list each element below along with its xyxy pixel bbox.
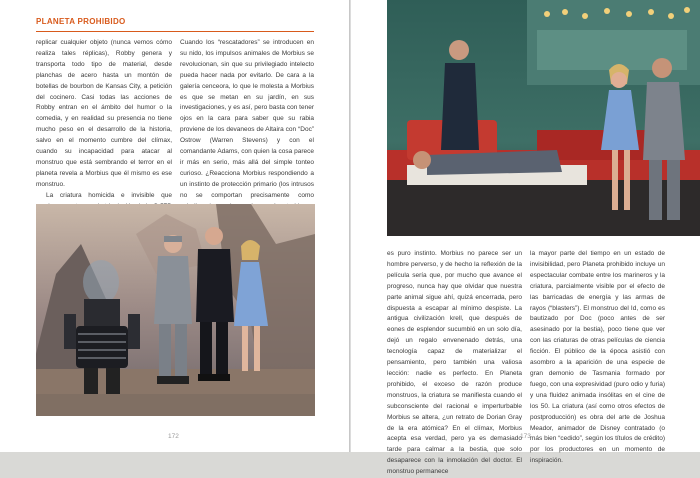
- right-page: [351, 0, 700, 476]
- left-page: [0, 0, 349, 452]
- running-header: [36, 11, 314, 32]
- right-page-column-2: [530, 249, 665, 467]
- paragraph: es puro instinto. Morbius no parece ser un hombre perverso, y de hecho la reflexión de la película sería que, por mucho que avance el progreso, nunca hay que olvidar que nuestra parte animal sigue ahí, quizá encerrada, pero dispuesta a escapar al mínimo despiste. La antigua civilización krell, que después de eones de esplendor sucumbió en un solo día, dejó un regalo envenenado detrás, una tecnología capaz de materializar el pensamiento, pero también una valiosa lección: nadie es perfecto. En Planeta prohibido, el exceso de razón produce monstruos, la criatura se manifiesta cuando el subconsciente del racional e imperturbable Morbius se altera, ¿un retrato de Dorian Gray de la era atómica? En el clímax, Morbius acepta esa verdad, pero ya es demasiado tarde para calmar a la bestia, que solo desaparece con la inmolación del doctor. El monstruo permanece: [387, 250, 522, 476]
- film-still-robby-crew: [36, 204, 315, 416]
- right-page-column-1: [387, 249, 522, 478]
- page-number: 173: [520, 433, 531, 440]
- running-header-title: PLANETA PROHIBIDO: [36, 17, 126, 26]
- paragraph: La criatura homicida e invisible que: [46, 191, 172, 199]
- paragraph: replicar cualquier objeto (nunca vemos cómo realiza tales réplicas), Robby genera y transporta todo tipo de material, desde planchas de acero hasta un montón de botellas de bourbon de Kansas City, a petición del cocinero. Casi todas las acciones de Robby entran en el ámbito del humor o la comedia, y en realidad su presencia no tiene mucho peso en el desarrollo de la historia, salvo en el momento cumbre del clímax, cuando su incapacidad para atacar al monstruo que está sembrando el terror en el planeta revela a Morbius que él mismo es ese monstruo.: [36, 39, 172, 188]
- paragraph: Cuando los “rescatadores” se introducen en su nido, los impulsos animales de Morbius se revolucionan, sin que su privilegiado intelecto pueda hacer nada por evitarlo. De cara a la galería cenceora, lo que le molesta a Morbius es que se metan en su jardín, en sus investigaciones, y es así, pero basta con tener ojos en la cara para saber que su rabia proviene de los devaneos de Altaira con “Doc” Ostrow (Warren Stevens) y con el comandante Adams, con quien la cosa parece ir más en serio, más allá del simple tonteo curioso. ¿Reacciona Morbius respondiendo a un instinto de protección primario (los intrusos no se comportan precisamente como: [180, 39, 314, 199]
- paragraph: la mayor parte del tiempo en un estado de invisibilidad, pero Planeta prohibido incluye un espectacular combate entre los marineros y la criatura, parcialmente visible por el efecto de las barricadas de energía y las armas de rayos (“blasters”). El monstruo del Id, como es bautizado por Doc (poco antes de ser asesinado por la bestia), poco tiene que ver con las criaturas de otras películas de ciencia ficción. El público de la época asistió con asombro a la aparición de una especie de gran demonio de Tasmania formado por fuego, con una expresividad (puro odio y furia) y una fluidez animada insólitas en el cine de los 50. La criatura (así como otros efectos de postproducción) es obra del arte de Joshua Meador, animador de Disney contratado (o más bien “cedido”, según los títulos de crédito) por los productores en un momento de inspiración.: [530, 250, 665, 465]
- film-still-morbius-lab: [387, 0, 700, 236]
- page-number: 172: [168, 433, 179, 440]
